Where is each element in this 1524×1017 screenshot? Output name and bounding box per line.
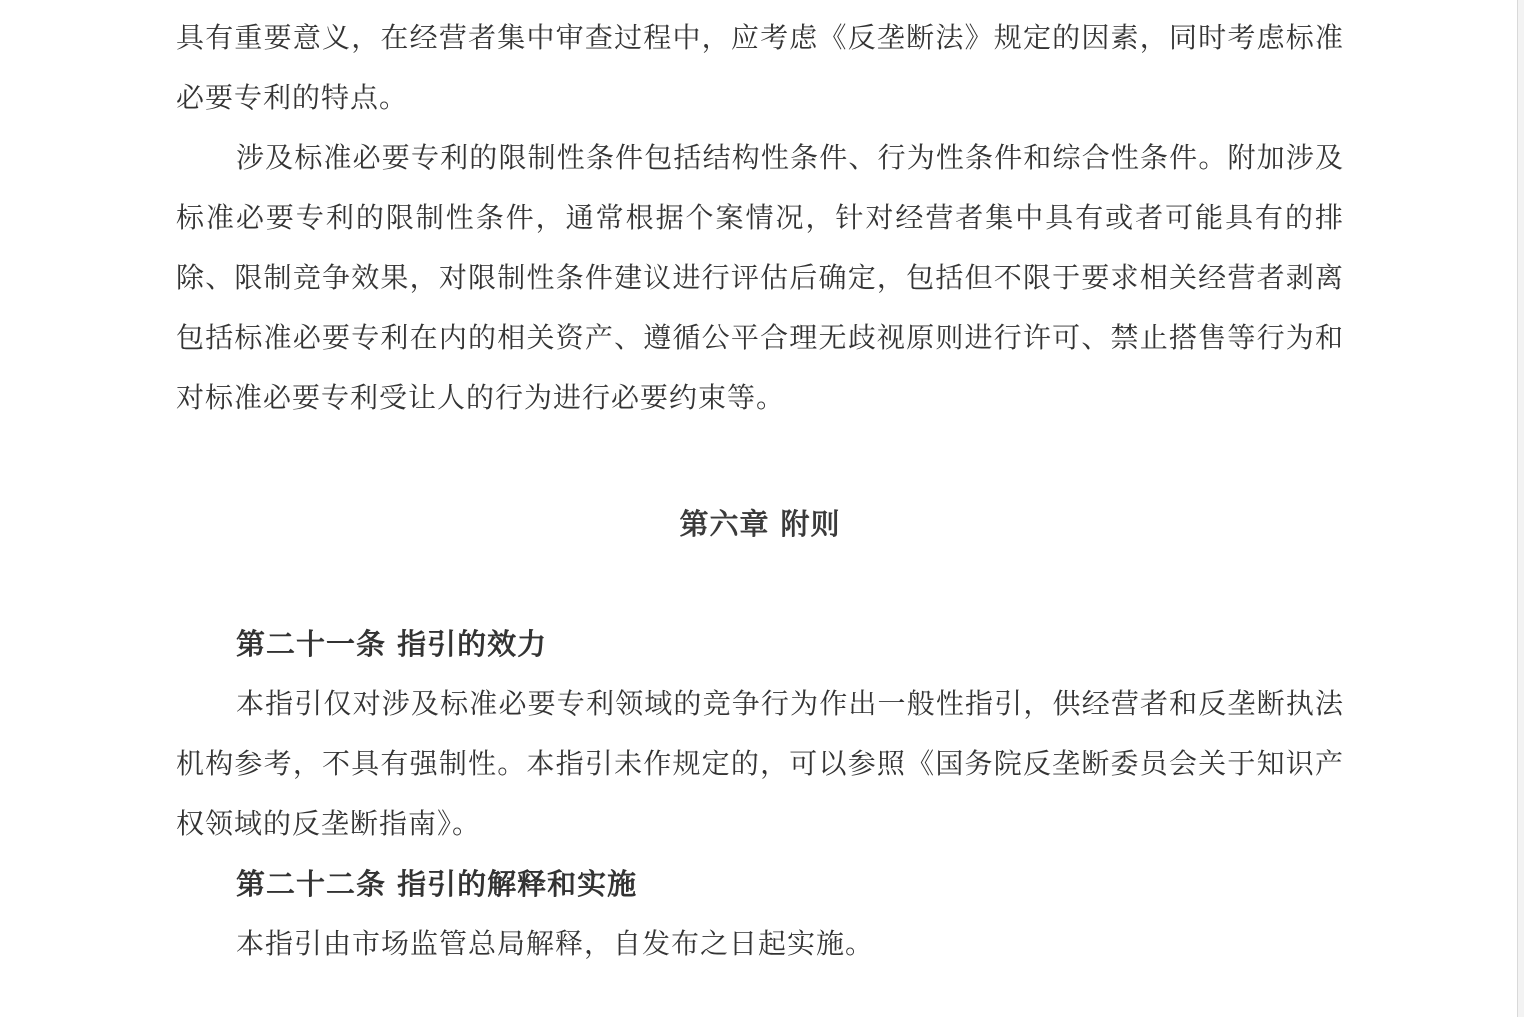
- article-22-body: 本指引由市场监管总局解释，自发布之日起实施。: [236, 927, 875, 960]
- article-22-title: 第二十二条 指引的解释和实施: [236, 867, 638, 901]
- paragraph-restrictive-conditions: 涉及标准必要专利的限制性条件包括结构性条件、行为性条件和综合性条件。附加涉及标准必要专利的限制性条件，通常根据个案情况，针对经营者集中具有或者可能具有的排除、限制竞争效果，对限制性条件建议进行评估后确定，包括但不限于要求相关经营者剥离包括标准必要专利在内的相关资产、遵循公平合理无歧视原则进行许可、禁止搭售等行为和对标准必要专利受让人的行为进行必要约束等。: [176, 141, 1344, 414]
- scrollbar[interactable]: [1517, 0, 1524, 1017]
- chapter-title: 第六章 附则: [679, 507, 841, 541]
- article-21-body: 本指引仅对涉及标准必要专利领域的竞争行为作出一般性指引，供经营者和反垄断执法机构参考，不具有强制性。本指引未作规定的，可以参照《国务院反垄断委员会关于知识产权领域的反垄断指南》。: [176, 687, 1344, 840]
- document-content: [176, 8, 1344, 974]
- article-21-title: 第二十一条 指引的效力: [236, 627, 548, 661]
- paragraph-continued: 具有重要意义，在经营者集中审查过程中，应考虑《反垄断法》规定的因素，同时考虑标准必要专利的特点。: [176, 21, 1344, 114]
